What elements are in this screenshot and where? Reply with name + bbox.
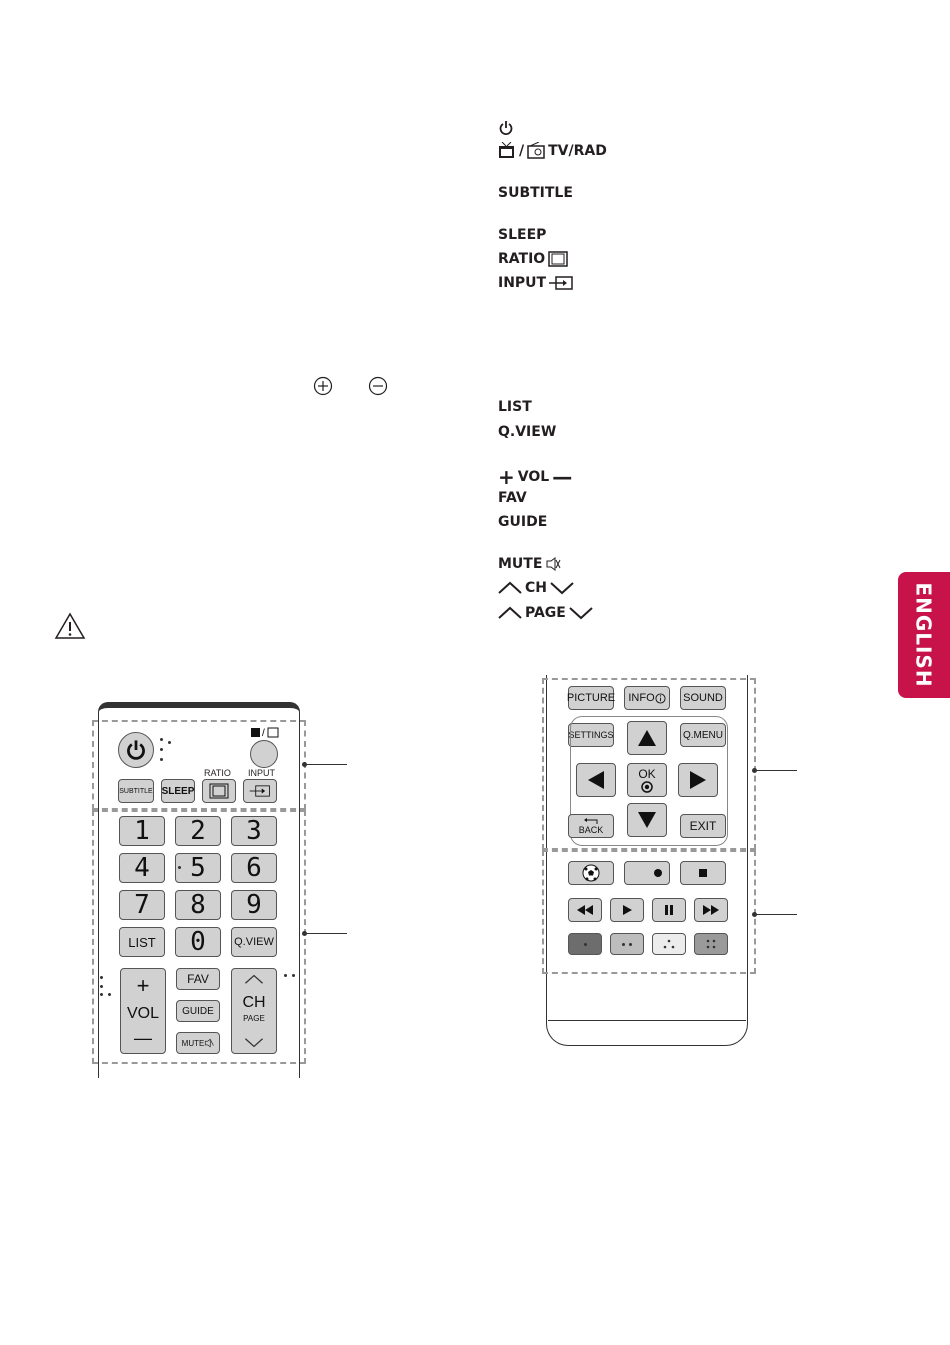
info-icon [655, 693, 666, 704]
plus-icon: + [498, 465, 515, 489]
channel-rocker[interactable]: CH PAGE [231, 968, 277, 1054]
tactile-dot [160, 748, 163, 751]
chevron-up-icon [243, 973, 265, 985]
callout-dot [302, 931, 307, 936]
guide-label: GUIDE [498, 514, 548, 530]
ok-button[interactable]: OK [627, 763, 667, 797]
chevron-up-icon [498, 581, 522, 595]
sleep-label: SLEEP [498, 227, 547, 243]
arrow-right-icon [689, 770, 707, 790]
ratio-label: RATIO [498, 251, 568, 267]
digit-4-button[interactable]: 4 [119, 853, 165, 883]
mute-icon [545, 556, 561, 572]
caution-icon [54, 612, 86, 640]
callout-line [755, 914, 797, 915]
tactile-dot [108, 993, 111, 996]
record-icon [653, 868, 663, 878]
minus-icon: — [552, 465, 573, 489]
qmenu-button[interactable]: Q.MENU [680, 723, 726, 747]
chevron-down-icon [569, 606, 593, 620]
sound-button[interactable]: SOUND [680, 686, 726, 710]
power-button[interactable] [118, 732, 154, 768]
qview-label: Q.VIEW [498, 424, 557, 440]
minus-circle-icon [368, 376, 388, 396]
svg-text:/: / [262, 728, 265, 738]
minus-icon: — [134, 1028, 152, 1048]
tactile-dots-icon [663, 939, 675, 949]
down-arrow-button[interactable] [627, 803, 667, 837]
digit-8-button[interactable]: 8 [175, 890, 221, 920]
power-icon [125, 739, 147, 761]
callout-line [755, 770, 797, 771]
red-button[interactable] [568, 933, 602, 955]
input-icon [549, 276, 573, 290]
callout-line [305, 764, 347, 765]
tactile-dot [292, 974, 295, 977]
page-label: PAGE [498, 605, 593, 621]
ch-label: CH [498, 580, 574, 596]
pause-icon [663, 904, 675, 916]
pause-button[interactable] [652, 898, 686, 922]
mute-label: MUTE [498, 556, 561, 572]
right-arrow-button[interactable] [678, 763, 718, 797]
yellow-button[interactable] [652, 933, 686, 955]
fav-label: FAV [498, 490, 527, 506]
fav-button[interactable]: FAV [176, 968, 220, 990]
digit-9-button[interactable]: 9 [231, 890, 277, 920]
digit-3-button[interactable]: 3 [231, 816, 277, 846]
tactile-dot [284, 974, 287, 977]
plus-circle-icon [313, 376, 333, 396]
exit-button[interactable]: EXIT [680, 814, 726, 838]
list-label: LIST [498, 399, 532, 415]
input-icon [249, 785, 271, 797]
tactile-dots-icon [706, 939, 716, 949]
power-label [498, 120, 514, 136]
tv-icon [498, 142, 516, 160]
tactile-dot [629, 943, 632, 946]
tv-radio-icon [250, 726, 280, 738]
tv-rad-button[interactable] [250, 740, 278, 768]
chevron-down-icon [243, 1037, 265, 1049]
remote-bottom-edge [548, 1020, 746, 1043]
tactile-dot [100, 985, 103, 988]
play-icon [621, 904, 633, 916]
volume-rocker[interactable]: + VOL — [120, 968, 166, 1054]
picture-button[interactable]: PICTURE [568, 686, 614, 710]
subtitle-label: SUBTITLE [498, 185, 573, 201]
vol-label: + VOL — [498, 465, 573, 489]
ratio-icon [548, 251, 568, 267]
plus-icon: + [136, 973, 150, 998]
blue-button[interactable] [694, 933, 728, 955]
subtitle-button[interactable]: SUBTITLE [118, 779, 154, 803]
ratio-caption: RATIO [204, 768, 231, 778]
arrow-up-icon [637, 729, 657, 747]
sports-button[interactable] [568, 861, 614, 885]
record-button[interactable] [624, 861, 670, 885]
language-tab: ENGLISH [898, 572, 950, 698]
back-button[interactable]: BACK [568, 814, 614, 838]
tactile-dot [178, 866, 181, 869]
digit-1-button[interactable]: 1 [119, 816, 165, 846]
callout-dot [752, 912, 757, 917]
fast-forward-button[interactable] [694, 898, 728, 922]
digit-0-button[interactable]: 0 [175, 927, 221, 957]
tv-rad-label: / TV/RAD [498, 142, 607, 160]
input-label: INPUT [498, 275, 573, 291]
guide-button[interactable]: GUIDE [176, 1000, 220, 1022]
mute-button[interactable]: MUTE [176, 1032, 220, 1054]
soccer-ball-icon [582, 864, 600, 882]
digit-7-button[interactable]: 7 [119, 890, 165, 920]
tactile-dot [100, 993, 103, 996]
ratio-button[interactable] [202, 779, 236, 803]
digit-5-button[interactable]: 5 [175, 853, 221, 883]
chevron-down-icon [550, 581, 574, 595]
qview-button[interactable]: Q.VIEW [231, 927, 277, 957]
tactile-dot [100, 976, 103, 979]
rewind-button[interactable] [568, 898, 602, 922]
up-arrow-button[interactable] [627, 721, 667, 755]
fast-forward-icon [702, 904, 720, 916]
input-button[interactable] [243, 779, 277, 803]
tactile-dot [584, 943, 587, 946]
stop-button[interactable] [680, 861, 726, 885]
settings-button[interactable]: SETTINGS [568, 723, 614, 747]
tactile-dot [160, 738, 163, 741]
callout-line [305, 933, 347, 934]
play-button[interactable] [610, 898, 644, 922]
chevron-up-icon [498, 606, 522, 620]
mute-icon [204, 1038, 214, 1048]
tactile-dot [168, 741, 171, 744]
arrow-left-icon [587, 770, 605, 790]
rewind-icon [576, 904, 594, 916]
list-button[interactable]: LIST [119, 927, 165, 957]
tactile-dot [160, 758, 163, 761]
sleep-button[interactable]: SLEEP [161, 779, 195, 803]
digit-6-button[interactable]: 6 [231, 853, 277, 883]
tactile-dot [622, 943, 625, 946]
input-caption: INPUT [248, 768, 275, 778]
arrow-down-icon [637, 811, 657, 829]
radio-icon [527, 142, 545, 160]
digit-2-button[interactable]: 2 [175, 816, 221, 846]
power-icon [498, 120, 514, 136]
callout-dot [752, 768, 757, 773]
info-button[interactable]: INFO [624, 686, 670, 710]
left-arrow-button[interactable] [576, 763, 616, 797]
callout-dot [302, 762, 307, 767]
green-button[interactable] [610, 933, 644, 955]
ratio-icon [208, 783, 230, 799]
ok-dot-icon [641, 781, 653, 793]
stop-icon [698, 868, 708, 878]
